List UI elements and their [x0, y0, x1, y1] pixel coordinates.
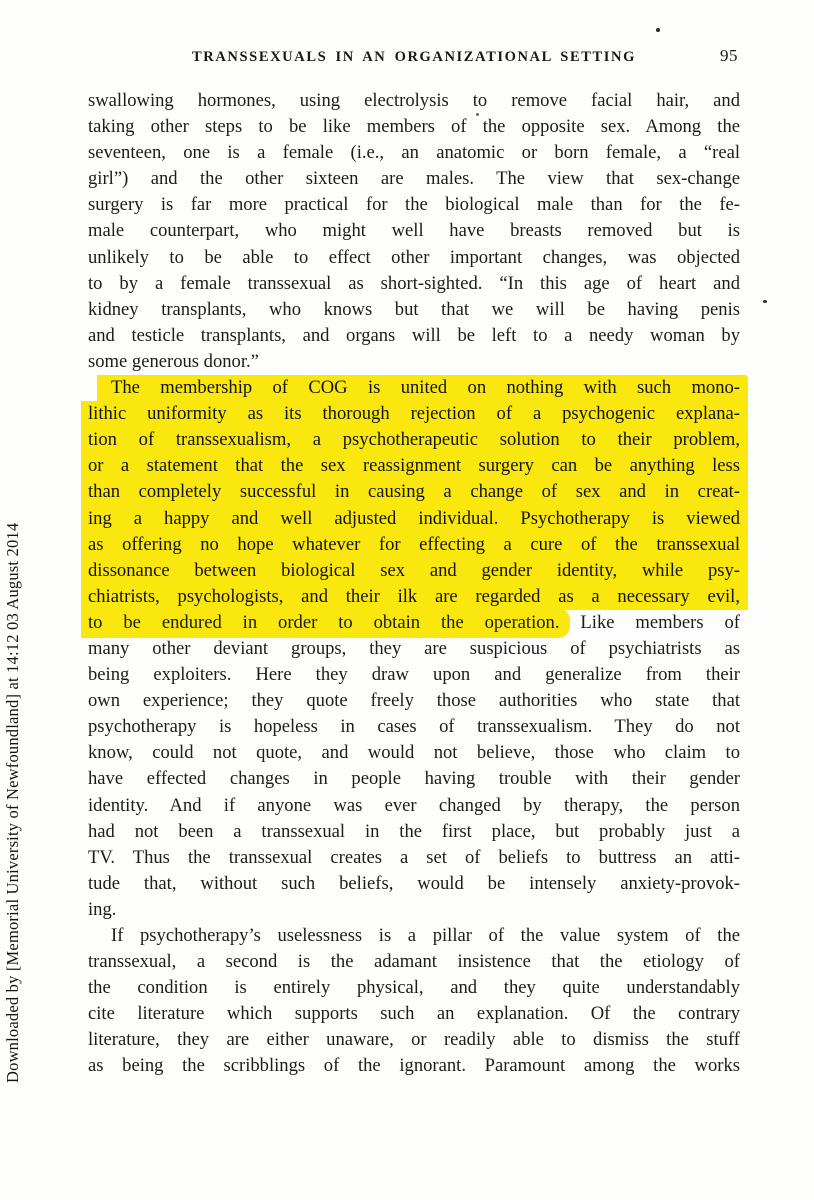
text-line [88, 192, 740, 218]
text-line [88, 218, 740, 244]
text-line [88, 949, 740, 975]
plain-text: as being the scribblings of the ignorant. Paramount among the works [88, 1055, 740, 1077]
text-line [88, 297, 740, 323]
plain-text: being exploiters. Here they draw upon and generalize from their [88, 664, 740, 686]
plain-text: have effected changes in people having trouble with their gender [88, 768, 740, 790]
text-line [88, 140, 740, 166]
text-line [88, 88, 740, 114]
text-line-highlighted [81, 427, 748, 453]
text-line [88, 271, 740, 297]
text-line [88, 636, 740, 662]
text-line-highlighted [81, 401, 748, 427]
text-line [88, 1053, 740, 1079]
text-line-highlighted [81, 532, 748, 558]
plain-text: know, could not quote, and would not believe, those who claim to [88, 742, 740, 764]
text-line [88, 114, 740, 140]
highlighted-text: chiatrists, psychologists, and their ilk are regarded as a necessary evil, [88, 585, 740, 607]
highlighted-text: tion of transsexualism, a psychotherapeutic solution to their problem, [88, 429, 740, 451]
text-line-highlighted [81, 375, 748, 401]
highlighted-text: ing a happy and well adjusted individual. Psychotherapy is viewed [88, 507, 740, 529]
plain-text: seventeen, one is a female (i.e., an anatomic or born female, a “real [88, 142, 740, 164]
text-line [88, 845, 740, 871]
highlighted-text: than completely successful in causing a change of sex and in creat- [88, 481, 740, 503]
highlighted-text: lithic uniformity as its thorough rejection of a psychogenic explana- [88, 403, 740, 425]
plain-text: TV. Thus the transsexual creates a set of beliefs to buttress an atti- [88, 846, 740, 868]
text-line [88, 871, 740, 897]
plain-text: girl”) and the other sixteen are males. The view that sex-change [88, 168, 740, 190]
highlighted-text: as offering no hope whatever for effecting a cure of the transsexual [88, 533, 740, 555]
text-line [88, 975, 740, 1001]
plain-text: transsexual, a second is the adamant insistence that the etiology of [88, 951, 740, 973]
plain-text: surgery is far more practical for the biological male than for the fe- [88, 194, 740, 216]
body-text [88, 88, 740, 1080]
text-line [88, 714, 740, 740]
plain-text: unlikely to be able to effect other important changes, was objected [88, 246, 740, 268]
text-line [88, 323, 740, 349]
text-line [88, 1027, 740, 1053]
text-line-highlighted [88, 610, 740, 636]
text-line [88, 766, 740, 792]
scan-speck [476, 113, 479, 116]
text-line [88, 819, 740, 845]
plain-text: identity. And if anyone was ever changed by therapy, the person [88, 794, 740, 816]
text-line [88, 923, 740, 949]
text-line-highlighted [81, 558, 748, 584]
plain-text: to by a female transsexual as short-sighted. “In this age of heart and [88, 272, 740, 294]
text-line [88, 688, 740, 714]
plain-text: cite literature which supports such an explanation. Of the contrary [88, 1003, 740, 1025]
text-line-highlighted [81, 453, 748, 479]
text-line [88, 166, 740, 192]
text-line [88, 793, 740, 819]
text-line [88, 740, 740, 766]
text-line [88, 662, 740, 688]
page-number: 95 [720, 46, 738, 65]
text-line [88, 245, 740, 271]
plain-text: many other deviant groups, they are suspicious of psychiatrists as [88, 637, 740, 659]
highlighted-text: The membership of COG is united on nothing with such mono- [111, 377, 740, 399]
plain-text: and testicle transplants, and organs will be left to a needy woman by [88, 324, 740, 346]
text-line [88, 1001, 740, 1027]
text-line-highlighted [81, 584, 748, 610]
highlighted-text: to be endured in order to obtain the operation. [81, 608, 570, 638]
plain-text: psychotherapy is hopeless in cases of transsexualism. They do not [88, 716, 740, 738]
highlighted-text: or a statement that the sex reassignment surgery can be anything less [88, 455, 740, 477]
plain-text: literature, they are either unaware, or readily able to dismiss the stuff [88, 1029, 740, 1051]
plain-text: male counterpart, who might well have breasts removed but is [88, 220, 740, 242]
running-header-title: TRANSSEXUALS IN AN ORGANIZATIONAL SETTING [192, 48, 636, 65]
scan-speck [656, 28, 660, 32]
plain-text: swallowing hormones, using electrolysis to remove facial hair, and [88, 90, 740, 111]
highlighted-text: dissonance between biological sex and gender identity, while psy- [88, 559, 740, 581]
text-line [88, 897, 740, 923]
text-line-highlighted [81, 506, 748, 532]
page-header [88, 46, 740, 68]
text-line [88, 349, 740, 375]
scan-speck [763, 300, 767, 303]
plain-text: the condition is entirely physical, and they quite understandably [88, 977, 740, 999]
plain-text: kidney transplants, who knows but that we will be having penis [88, 298, 740, 320]
plain-text: ing. [88, 898, 117, 920]
plain-text: If psychotherapy’s uselessness is a pillar of the value system of the [111, 925, 740, 946]
plain-text: own experience; they quote freely those authorities who state that [88, 690, 740, 712]
download-notice-vertical-text: Downloaded by [Memorial University of Newfoundland] at 14:12 03 August 2014 [3, 522, 22, 1083]
plain-text: had not been a transsexual in the first place, but probably just a [88, 820, 740, 842]
plain-text: taking other steps to be like members of the opposite sex. Among the [88, 116, 740, 138]
plain-text: some generous donor.” [88, 350, 259, 372]
plain-text: Like members of [559, 611, 740, 633]
plain-text: tude that, without such beliefs, would be intensely anxiety-provok- [88, 872, 740, 894]
text-line-highlighted [81, 479, 748, 505]
